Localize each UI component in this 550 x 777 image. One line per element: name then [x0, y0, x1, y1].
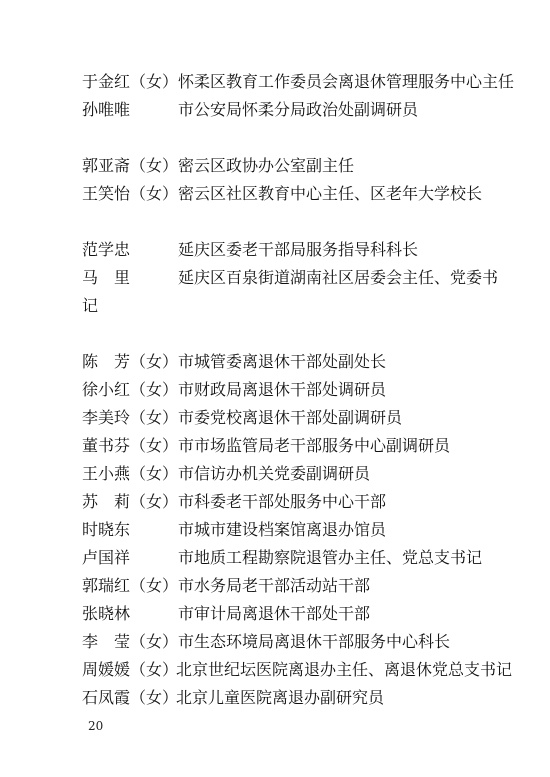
person-title: 市公安局怀柔分局政治处副调研员 — [178, 100, 419, 119]
person-title: 北京世纪坛医院离退办主任、离退休党总支书记 — [176, 660, 513, 679]
person-name: 周媛媛（女） — [82, 660, 179, 679]
person-title: 延庆区委老干部局服务指导科科长 — [178, 240, 419, 259]
person-title: 市委党校离退休干部处副调研员 — [178, 408, 403, 427]
person-title: 北京儿童医院离退办副研究员 — [176, 688, 385, 707]
person-name: 范学忠 — [82, 240, 131, 259]
page-number: 20 — [88, 719, 104, 733]
person-name: 董书芬（女） — [82, 436, 179, 455]
person-name: 李美玲（女） — [82, 408, 179, 427]
person-title: 密云区政协办公室副主任 — [178, 156, 355, 175]
person-title: 怀柔区教育工作委员会离退休管理服务中心主任 — [178, 72, 515, 91]
person-title: 市审计局离退休干部处干部 — [178, 604, 371, 623]
person-name: 李 莹（女） — [82, 632, 179, 651]
person-name: 马 里 — [82, 268, 131, 287]
person-title: 延庆区百泉街道湖南社区居委会主任、党委书 — [178, 268, 499, 287]
person-name: 张晓林 — [82, 604, 131, 623]
person-name: 郭亚斋（女） — [82, 156, 179, 175]
person-title: 密云区社区教育中心主任、区老年大学校长 — [178, 184, 483, 203]
person-name: 王小燕（女） — [82, 464, 179, 483]
person-name: 王笑怡（女） — [82, 184, 179, 203]
person-title: 市科委老干部处服务中心干部 — [178, 492, 387, 511]
person-name: 郭瑞红（女） — [82, 576, 179, 595]
person-name: 苏 莉（女） — [82, 492, 179, 511]
person-title: 市城管委离退休干部处副处长 — [178, 352, 387, 371]
person-title: 市信访办机关党委副调研员 — [178, 464, 371, 483]
person-title-continuation: 记 — [82, 296, 99, 315]
person-title: 市市场监管局老干部服务中心副调研员 — [178, 436, 451, 455]
person-name: 石凤霞（女） — [82, 688, 179, 707]
person-name: 于金红（女） — [82, 72, 179, 91]
person-name: 卢国祥 — [82, 548, 131, 567]
person-title: 市财政局离退休干部处调研员 — [178, 380, 387, 399]
person-name: 时晓东 — [82, 520, 131, 539]
person-name: 徐小红（女） — [82, 380, 179, 399]
person-title: 市水务局老干部活动站干部 — [178, 576, 371, 595]
person-title: 市城市建设档案馆离退办馆员 — [178, 520, 387, 539]
person-name: 陈 芳（女） — [82, 352, 179, 371]
person-title: 市地质工程勘察院退管办主任、党总支书记 — [178, 548, 483, 567]
person-title: 市生态环境局离退休干部服务中心科长 — [178, 632, 451, 651]
person-name: 孙唯唯 — [82, 100, 131, 119]
